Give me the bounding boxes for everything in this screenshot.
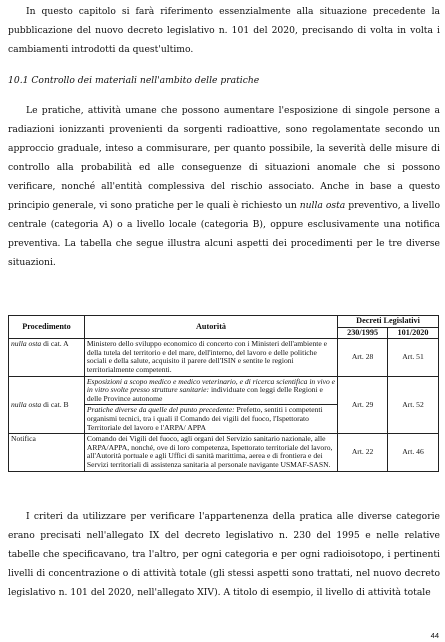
table-row xyxy=(9,434,439,471)
autorita-italic: Pratiche diverse da quelle del punto precedente: xyxy=(86,405,235,415)
art-230-cell: Art. 29 xyxy=(338,376,388,434)
art-101-cell: Art. 52 xyxy=(388,376,439,434)
procedimento-rest: di cat. A xyxy=(41,339,69,349)
autorita-rest: individuate con leggi delle Regioni e delle Province autonome xyxy=(86,385,323,403)
procedimento-italic: nulla osta xyxy=(11,399,42,409)
autorita-cell: Comando dei Vigili del fuoco, agli organi del Servizio sanitario nazionale, alle ARPA/APPA, nonché, ove di loro competenza, Ispettorato territoriale del lavoro, all'Autorità portuale e agli Uffici di sanità marittima, aerea e di frontiera e dei Servizi territoriali di assistenza sanitaria al personale navigante USMAF-SASN. xyxy=(84,434,337,471)
art-230-cell: Art. 28 xyxy=(338,339,388,376)
pratiche-text-2: preventivo, a livello centrale (categoria A) o a livello locale (categoria B), oppure esclusivamente una notifica preventiva. La tabella che segue illustra alcuni aspetti dei procedimenti per le tre diverse situazioni. xyxy=(8,200,440,268)
procedimento-cell xyxy=(9,339,85,376)
autorita-rest: Prefetto, sentiti i competenti organismi tecnici, tra i quali il Comando dei vigili del fuoco, l'Ispettorato Territoriale del lavoro e l'ARPA/ APPA xyxy=(86,405,323,432)
art-230-cell: Art. 22 xyxy=(338,434,388,471)
criteria-paragraph: I criteri da utilizzare per verificare l'appartenenza della pratica alle diverse categorie erano precisati nell'allegato IX del decreto legislativo n. 230 del 1995 e nelle relative tabelle che specificavano, tra l'altro, per ogni categoria e per ogni radioisotopo, i pertinenti livelli di concentrazione o di attività totale (gli stessi aspetti sono trattati, nel nuovo decreto legislativo n. 101 del 2020, nell'allegato XIV). A titolo di esempio, il livello di attività totale xyxy=(8,511,440,598)
header-autorita: Autorità xyxy=(84,316,337,339)
pratiche-text-1: Le pratiche, attività umane che possono aumentare l'esposizione di singole persone a radiazioni ionizzanti provenienti da sorgenti radioattive, sono regolamentate secondo un approccio graduale, inteso a commisurare, per quanto possibile, la severità delle misure di controllo alla probabilità ed alle conseguenze di situazioni anomale che si possono verificare, nonché all'entità complessiva del rischio associato. Anche in base a questo principio generale, vi sono pratiche per le quali è richiesto un xyxy=(8,105,440,211)
table-header-row xyxy=(9,316,439,328)
procedures-table-wrapper xyxy=(8,315,439,472)
autorita-cell: Ministero dello sviluppo economico di concerto con i Ministeri dell'ambiente e della tutela del territorio e del mare, dell'interno, del lavoro e delle politiche sociali e della salute, acquisito il parere dell'ISIN e sentite le regioni territorialmente competenti. xyxy=(84,339,337,376)
art-101-cell: Art. 51 xyxy=(388,339,439,376)
autorita-cell-medical xyxy=(84,376,337,405)
procedimento-italic: nulla osta xyxy=(11,339,42,349)
table-row xyxy=(9,376,439,405)
header-procedimento: Procedimento xyxy=(9,316,85,339)
procedimento-cell xyxy=(9,376,85,434)
procedimento-rest: di cat. B xyxy=(41,399,69,409)
art-101-cell: Art. 46 xyxy=(388,434,439,471)
pratiche-italic-term: nulla osta xyxy=(299,200,346,211)
section-heading: 10.1 Controllo dei materiali nell'ambito delle pratiche xyxy=(8,75,260,86)
autorita-cell-other xyxy=(84,405,337,434)
procedimento-cell: Notifica xyxy=(9,434,85,471)
autorita-italic: Esposizioni a scopo medico e medico veterinario, e di ricerca scientifica in vivo e in vitro svolte presso strutture sanitarie: xyxy=(86,376,336,395)
page-number: 44 xyxy=(430,631,439,640)
table-row xyxy=(9,339,439,376)
procedures-table xyxy=(8,315,439,472)
intro-paragraph: In questo capitolo si farà riferimento essenzialmente alla situazione precedente la pubblicazione del nuovo decreto legislativo n. 101 del 2020, precisando di volta in volta i cambiamenti introdotti da quest'ultimo. xyxy=(8,6,440,55)
header-101-2020: 101/2020 xyxy=(388,327,439,339)
pratiche-paragraph xyxy=(8,101,440,272)
header-decreti: Decreti Legislativi xyxy=(338,316,439,328)
header-230-1995: 230/1995 xyxy=(338,327,388,339)
